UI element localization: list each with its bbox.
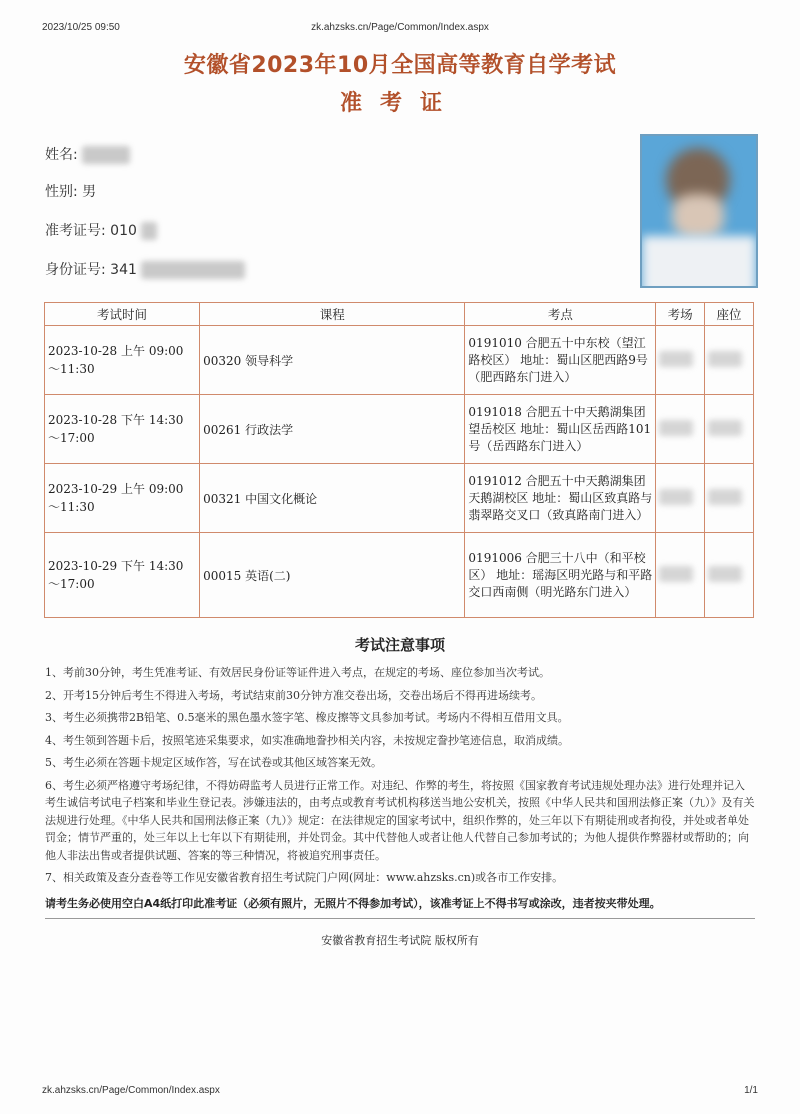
print-warning-note: 请考生务必使用空白A4纸打印此准考证（必须有照片，无照片不得参加考试），该准考证上不得书写或涂改，违者按夹带处理。 (45, 897, 661, 910)
cell-site: 0191010 合肥五十中东校（望江路校区） 地址：蜀山区肥西路9号（肥西路东门进入） (465, 326, 656, 395)
cell-course: 00320 领导科学 (200, 326, 465, 395)
name-label: 姓名: (45, 147, 78, 163)
cell-site: 0191018 合肥五十中天鹅湖集团望岳校区 地址：蜀山区岳西路101号（岳西路东门进入） (465, 395, 656, 464)
name-row (45, 144, 130, 164)
table-row (45, 533, 754, 618)
cell-room (656, 326, 705, 395)
ticket-row (45, 220, 157, 240)
cell-room (656, 533, 705, 618)
document-subtitle: 准考证 (339, 91, 460, 116)
print-url: zk.ahzsks.cn/Page/Common/Index.aspx (311, 22, 489, 33)
cell-seat (705, 533, 754, 618)
cell-room (656, 395, 705, 464)
header-room: 考场 (656, 303, 705, 326)
notices-list (45, 664, 755, 892)
document-title: 安徽省2023年10月全国高等教育自学考试 (183, 53, 617, 78)
seat-redacted (708, 489, 742, 505)
header-course: 课程 (200, 303, 465, 326)
gender-row (45, 181, 96, 201)
notice-item: 4、考生领到答题卡后，按照笔迹采集要求，如实准确地誊抄相关内容，未按规定誊抄笔迹信息，取消成绩。 (45, 733, 569, 747)
ticket-label: 准考证号: (45, 223, 106, 239)
cell-course: 00015 英语(二) (200, 533, 465, 618)
footer-divider (45, 918, 755, 919)
cell-site: 0191012 合肥五十中天鹅湖集团天鹅湖校区 地址：蜀山区致真路与翡翠路交叉口（致真路南门进入） (465, 464, 656, 533)
id-value: 341 (110, 262, 137, 278)
room-redacted (659, 351, 693, 367)
table-row (45, 464, 754, 533)
notice-item: 6、考生必须严格遵守考场纪律，不得妨碍监考人员进行正常工作。对违纪、作弊的考生，将按照《国家教育考试违规处理办法》进行处理并记入考生诚信考试电子档案和毕业生登记表。涉嫌违法的，由考点或教育考试机构移送当地公安机关，按照《中华人民共和国刑法修正案（九）》及有关法规进行处理。《中华人民共和国刑法修正案（九）》规定：在法律规定的国家考试中，组织作弊的，处三年以下有期徒刑或者拘役，并处或者单处罚金；情节严重的，处三年以上七年以下有期徒刑，并处罚金。其中代替他人或者让他人代替自己参加考试的；为他人提供作弊器材或帮助的；向他人非法出售或者提供试题、答案的等三种情况，将被追究刑事责任。 (45, 778, 755, 862)
header-site: 考点 (465, 303, 656, 326)
exam-schedule-table (44, 302, 754, 618)
cell-time: 2023-10-29 下午 14:30 ～17:00 (45, 533, 200, 618)
photo-face-blur (672, 194, 724, 238)
footer-url: zk.ahzsks.cn/Page/Common/Index.aspx (42, 1085, 220, 1096)
name-redacted (82, 146, 130, 164)
cell-room (656, 464, 705, 533)
notice-item: 1、考前30分钟，考生凭准考证、有效居民身份证等证件进入考点，在规定的考场、座位参加当次考试。 (45, 666, 550, 679)
cell-site: 0191006 合肥三十八中（和平校区） 地址：瑶海区明光路与和平路交口西南侧（明光路东门进入） (465, 533, 656, 618)
notices-title: 考试注意事项 (354, 636, 445, 654)
header-seat: 座位 (705, 303, 754, 326)
cell-time: 2023-10-29 上午 09:00 ～11:30 (45, 464, 200, 533)
id-redacted (141, 261, 245, 279)
cell-time: 2023-10-28 上午 09:00 ～11:30 (45, 326, 200, 395)
print-datetime: 2023/10/25 09:50 (42, 22, 120, 33)
room-redacted (659, 566, 693, 582)
seat-redacted (708, 351, 742, 367)
copyright-text: 安徽省教育招生考试院 版权所有 (321, 934, 479, 947)
photo-body-blur (642, 236, 756, 288)
notice-item: 3、考生必须携带2B铅笔、0.5毫米的黑色墨水签字笔、橡皮擦等文具参加考试。考场内不得相互借用文具。 (45, 711, 569, 724)
room-redacted (659, 489, 693, 505)
table-header-row (45, 303, 754, 326)
cell-seat (705, 464, 754, 533)
notice-item: 2、开考15分钟后考生不得进入考场，考试结束前30分钟方准交卷出场，交卷出场后不得再进场续考。 (45, 688, 542, 702)
page-number: 1/1 (744, 1085, 758, 1096)
cell-course: 00261 行政法学 (200, 395, 465, 464)
table-row (45, 326, 754, 395)
notice-item: 5、考生必须在答题卡规定区域作答，写在试卷或其他区域答案无效。 (45, 756, 382, 769)
seat-redacted (708, 420, 742, 436)
cell-course: 00321 中国文化概论 (200, 464, 465, 533)
seat-redacted (708, 566, 742, 582)
table-row (45, 395, 754, 464)
ticket-redacted (141, 222, 157, 240)
gender-value: 男 (82, 184, 97, 200)
cell-seat (705, 326, 754, 395)
id-label: 身份证号: (45, 262, 106, 278)
room-redacted (659, 420, 693, 436)
notice-item: 7、相关政策及查分查卷等工作见安徽省教育招生考试院门户网(网址：www.ahzsks.cn)或各市工作安排。 (45, 871, 564, 884)
candidate-photo (640, 134, 758, 288)
cell-time: 2023-10-28 下午 14:30 ～17:00 (45, 395, 200, 464)
ticket-value: 010 (110, 223, 137, 239)
cell-seat (705, 395, 754, 464)
id-row (45, 259, 245, 279)
header-time: 考试时间 (45, 303, 200, 326)
gender-label: 性别: (45, 184, 78, 200)
